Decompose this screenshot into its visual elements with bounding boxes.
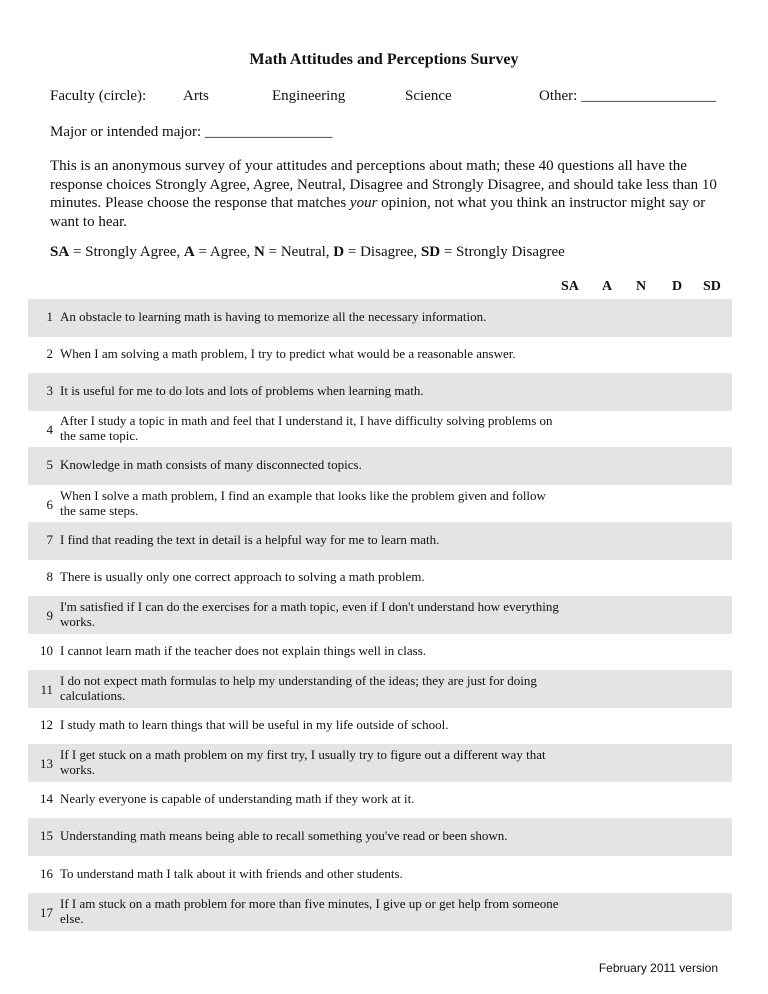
question-number: 15	[40, 828, 53, 844]
question-number: 2	[46, 346, 53, 362]
question-row[interactable]	[28, 485, 732, 523]
question-number: 16	[40, 865, 53, 881]
legend-meaning: = Strongly Agree,	[69, 244, 184, 260]
question-number: 11	[40, 682, 53, 697]
question-text: I find that reading the text in detail is a helpful way for me to learn math.	[60, 531, 440, 547]
header-sd: SD	[703, 279, 721, 294]
question-text: I'm satisfied if I can do the exercises for a math topic, even if I don't understand how everything works.	[60, 598, 559, 629]
question-number: 3	[46, 383, 53, 399]
legend-abbr: SD	[420, 244, 441, 260]
question-number: 6	[46, 496, 53, 512]
question-number: 7	[46, 531, 53, 547]
faculty-option-science[interactable]: Science	[405, 88, 452, 104]
question-row[interactable]	[28, 596, 732, 634]
header-a: A	[602, 279, 613, 294]
faculty-label: Faculty (circle):	[50, 88, 147, 104]
question-number: 9	[46, 607, 53, 623]
question-text: If I am stuck on a math problem for more than five minutes, I give up or get help from someone else.	[60, 895, 559, 926]
question-text: Nearly everyone is capable of understanding math if they work at it.	[60, 791, 415, 807]
version-footer: February 2011 version	[598, 961, 718, 975]
question-number: 4	[46, 422, 53, 438]
intro-emphasis: your	[349, 195, 378, 211]
question-number: 8	[46, 568, 53, 584]
question-text: When I am solving a math problem, I try to predict what would be a reasonable answer.	[60, 346, 516, 362]
header-d: D	[672, 279, 683, 294]
question-row[interactable]	[28, 856, 732, 894]
legend-meaning: = Disagree,	[344, 244, 421, 260]
header-n: N	[636, 279, 647, 294]
question-text: To understand math I talk about it with friends and other students.	[60, 865, 403, 881]
page-title: Math Attitudes and Perceptions Survey	[249, 51, 519, 68]
legend-meaning: = Neutral,	[264, 244, 334, 260]
question-text: An obstacle to learning math is having to memorize all the necessary information.	[60, 309, 487, 324]
question-row[interactable]	[28, 373, 732, 411]
question-number: 5	[46, 457, 53, 473]
question-text: It is useful for me to do lots and lots of problems when learning math.	[60, 383, 424, 399]
question-text: When I solve a math problem, I find an example that looks like the problem given and follow the same steps.	[60, 487, 546, 518]
question-number: 12	[40, 717, 53, 733]
legend-abbr: D	[333, 244, 345, 260]
major-field[interactable]: Major or intended major: _________________	[50, 124, 333, 140]
question-text: Understanding math means being able to recall something you've read or been shown.	[60, 828, 508, 844]
faculty-other-field[interactable]: Other: __________________	[539, 88, 717, 104]
legend-meaning: = Agree,	[194, 244, 255, 260]
response-legend	[50, 244, 565, 261]
question-number: 10	[40, 642, 53, 658]
intro-text-end: opinion, not what you think an instructor might say or want to hear.	[50, 195, 706, 230]
question-number: 13	[40, 756, 53, 772]
question-row[interactable]	[28, 670, 732, 708]
question-row[interactable]	[28, 299, 732, 337]
question-text: I do not expect math formulas to help my understanding of the ideas; they are just for doing calculations.	[60, 673, 537, 703]
legend-abbr: N	[254, 244, 265, 260]
legend-abbr: SA	[50, 244, 70, 260]
question-row[interactable]	[28, 707, 732, 745]
question-number: 1	[46, 309, 53, 324]
question-row[interactable]	[28, 818, 732, 856]
question-row[interactable]	[28, 336, 732, 374]
question-text: After I study a topic in math and feel that I understand it, I have difficulty solving problems on the same topic.	[60, 413, 553, 444]
faculty-option-arts[interactable]: Arts	[183, 88, 209, 104]
header-sa: SA	[561, 279, 579, 294]
intro-text: This is an anonymous survey of your attitudes and perceptions about math; these 40 questions all have the response choices Strongly Agree, Agree, Neutral, Disagree and Strongly Disagree, and should take less than 10 minutes. Please choose the response that matches	[50, 158, 717, 211]
question-row[interactable]	[28, 781, 732, 819]
question-text: I cannot learn math if the teacher does not explain things well in class.	[60, 642, 427, 658]
question-row[interactable]	[28, 410, 732, 448]
question-row[interactable]	[28, 633, 732, 671]
faculty-option-engineering[interactable]: Engineering	[272, 88, 346, 104]
question-text: I study math to learn things that will be useful in my life outside of school.	[60, 717, 449, 733]
legend-meaning: = Strongly Disagree	[440, 244, 565, 260]
legend-abbr: A	[183, 244, 195, 260]
question-text: Knowledge in math consists of many disconnected topics.	[60, 457, 362, 473]
question-text: If I get stuck on a math problem on my first try, I usually try to figure out a different way that works.	[60, 747, 546, 778]
question-number: 17	[40, 904, 53, 920]
question-row[interactable]	[28, 744, 732, 782]
question-text: There is usually only one correct approach to solving a math problem.	[60, 568, 425, 584]
question-row[interactable]	[28, 447, 732, 485]
question-row[interactable]	[28, 893, 732, 931]
question-number: 14	[40, 791, 53, 807]
intro-paragraph	[50, 157, 730, 231]
question-row[interactable]	[28, 559, 732, 597]
question-row[interactable]	[28, 522, 732, 560]
